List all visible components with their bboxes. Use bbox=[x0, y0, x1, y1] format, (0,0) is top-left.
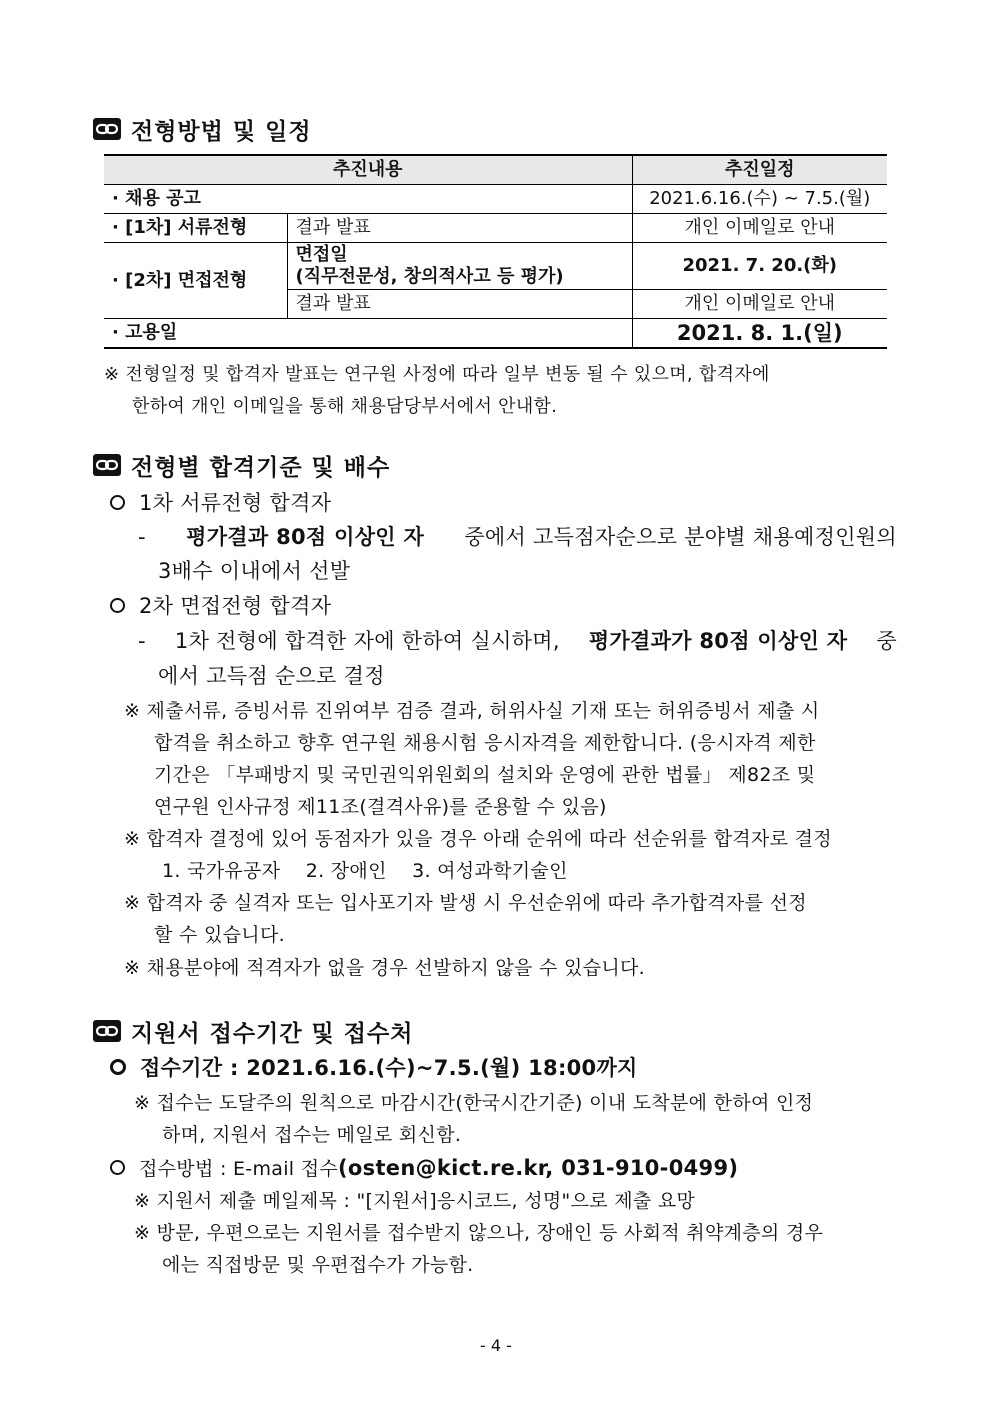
row-schedule: 2021.6.16.(수) ~ 7.5.(월) bbox=[632, 185, 887, 214]
note1: ※ 제출서류, 증빙서류 진위여부 검증 결과, 허위사실 기재 또는 허위증빙서 제출 시 bbox=[124, 700, 820, 722]
application-period: 접수기간 : 2021.6.16.(수)~7.5.(월) 18:00까지 bbox=[110, 1055, 638, 1081]
table-row bbox=[104, 243, 887, 290]
link-icon bbox=[93, 1020, 121, 1042]
row-stage: · [2차] 면접전형 bbox=[104, 243, 287, 319]
table-row bbox=[104, 319, 887, 349]
row-schedule: 개인 이메일로 안내 bbox=[632, 290, 887, 319]
dash: - bbox=[138, 629, 146, 653]
item2-post: 중 bbox=[876, 629, 897, 653]
circle-bullet-icon bbox=[110, 598, 125, 613]
note1-cont: 기간은 「부패방지 및 국민권익위원회의 설치와 운영에 관한 법률」 제82조 및 bbox=[154, 764, 816, 786]
row-detail: 결과 발표 bbox=[287, 214, 632, 243]
circle-bullet-icon bbox=[110, 1059, 126, 1075]
page-number: - 4 - bbox=[480, 1336, 512, 1355]
item1-detail-cont: 3배수 이내에서 선발 bbox=[158, 559, 351, 583]
period-note: ※ 접수는 도달주의 원칙으로 마감시간(한국시간기준) 이내 도착분에 한하여 인정 bbox=[134, 1092, 814, 1114]
circle-bullet-icon bbox=[110, 1160, 125, 1175]
item2-heading: 2차 면접전형 합격자 bbox=[110, 593, 331, 619]
item1-rest: 중에서 고득점자순으로 분야별 채용예정인원의 bbox=[464, 525, 897, 549]
interview-criteria: (직무전문성, 창의적사고 등 평가) bbox=[295, 266, 564, 287]
interview-label: 면접일 bbox=[295, 244, 348, 265]
header-schedule: 추진일정 bbox=[632, 155, 887, 185]
row-detail-interview bbox=[287, 243, 632, 290]
note2-ranks: 1. 국가유공자 2. 장애인 3. 여성과학기술인 bbox=[162, 860, 568, 882]
row-content: · 채용 공고 bbox=[104, 185, 632, 214]
link-icon bbox=[93, 118, 121, 140]
method-note2-cont: 에는 직접방문 및 우편접수가 가능함. bbox=[162, 1254, 474, 1276]
item2-detail bbox=[138, 628, 897, 654]
table-row bbox=[104, 214, 887, 243]
row-schedule: 2021. 8. 1.(일) bbox=[632, 319, 887, 349]
table-row bbox=[104, 185, 887, 214]
application-method bbox=[110, 1155, 738, 1182]
circle-bullet-icon bbox=[110, 495, 125, 510]
item1-bold: 평가결과 80점 이상인 자 bbox=[186, 525, 425, 549]
schedule-note: ※ 전형일정 및 합격자 발표는 연구원 사정에 따라 일부 변동 될 수 있으며, 합격자에 bbox=[104, 364, 770, 385]
note3: ※ 합격자 중 실격자 또는 입사포기자 발생 시 우선순위에 따라 추가합격자를 선정 bbox=[124, 892, 807, 914]
dash: - bbox=[138, 525, 146, 549]
header-content: 추진내용 bbox=[104, 155, 632, 185]
section-title-text: 지원서 접수기간 및 접수처 bbox=[131, 1020, 414, 1047]
method-note1: ※ 지원서 제출 메일제목 : "[지원서]응시코드, 성명"으로 제출 요망 bbox=[134, 1190, 696, 1212]
method-text: 접수방법 : E-mail 접수 bbox=[139, 1158, 339, 1180]
item1-detail bbox=[138, 524, 897, 550]
item2-bold: 평가결과가 80점 이상인 자 bbox=[588, 629, 848, 653]
table-header-row bbox=[104, 155, 887, 185]
item2-detail-cont: 에서 고득점 순으로 결정 bbox=[158, 664, 385, 688]
note2: ※ 합격자 결정에 있어 동점자가 있을 경우 아래 순위에 따라 선순위를 합격자로 결정 bbox=[124, 828, 832, 850]
link-icon bbox=[93, 454, 121, 476]
method-note2: ※ 방문, 우편으로는 지원서를 접수받지 않으나, 장애인 등 사회적 취약계층의 경우 bbox=[134, 1222, 824, 1244]
item2-pre: 1차 전형에 합격한 자에 한하여 실시하며, bbox=[174, 629, 560, 653]
row-stage: · [1차] 서류전형 bbox=[104, 214, 287, 243]
row-content: · 고용일 bbox=[104, 319, 632, 349]
row-detail: 결과 발표 bbox=[287, 290, 632, 319]
period-note-cont: 하며, 지원서 접수는 메일로 회신함. bbox=[162, 1124, 462, 1146]
section-title-criteria bbox=[93, 448, 390, 482]
section-title-text: 전형별 합격기준 및 배수 bbox=[131, 454, 391, 481]
row-schedule: 2021. 7. 20.(화) bbox=[632, 243, 887, 290]
schedule-note-cont: 한하여 개인 이메일을 통해 채용담당부서에서 안내함. bbox=[132, 396, 558, 417]
note4: ※ 채용분야에 적격자가 없을 경우 선발하지 않을 수 있습니다. bbox=[124, 957, 645, 979]
section-title-application bbox=[93, 1014, 413, 1048]
schedule-table bbox=[104, 154, 887, 349]
note1-cont: 연구원 인사규정 제11조(결격사유)를 준용할 수 있음) bbox=[154, 796, 607, 818]
contact-email-phone: (osten@kict.re.kr, 031-910-0499) bbox=[338, 1156, 739, 1180]
section-title-schedule bbox=[93, 112, 312, 146]
note1-cont: 합격을 취소하고 향후 연구원 채용시험 응시자격을 제한합니다. (응시자격 제한 bbox=[154, 732, 816, 754]
note3-cont: 할 수 있습니다. bbox=[154, 924, 285, 946]
row-schedule: 개인 이메일로 안내 bbox=[632, 214, 887, 243]
section-title-text: 전형방법 및 일정 bbox=[131, 118, 312, 145]
item1-heading: 1차 서류전형 합격자 bbox=[110, 490, 331, 516]
